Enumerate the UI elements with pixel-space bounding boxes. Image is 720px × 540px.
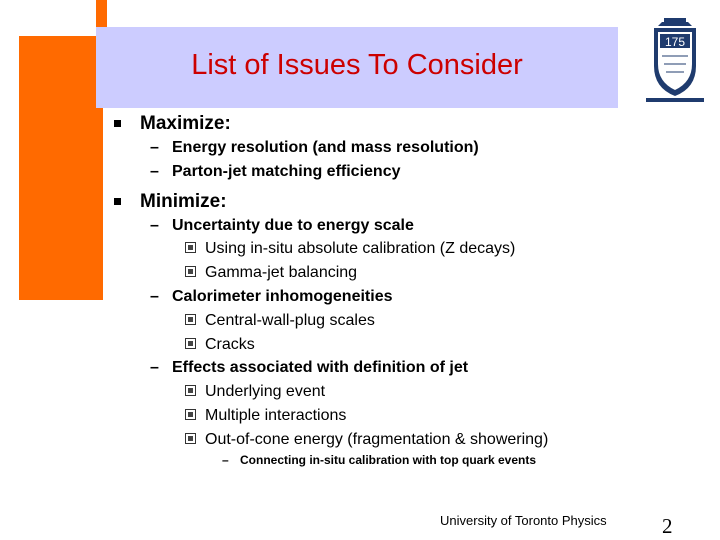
sub-list-item [185,336,255,354]
sub-list-item-text: Out-of-cone energy (fragmentation & showering) [205,431,549,448]
crest-number: 175 [664,35,686,49]
list-item [150,163,401,181]
sub-list-item-text: Cracks [205,336,255,353]
dash-marker: – [222,453,229,467]
slide-title: List of Issues To Consider [191,49,523,81]
list-item [150,359,468,377]
sub-list-item-text: Using in-situ absolute calibration (Z decays) [205,240,516,257]
section-bullet [114,120,121,127]
list-item [150,217,414,235]
checkbox-bullet-icon [185,242,196,253]
dash-marker: – [150,359,159,376]
list-item-text: Calorimeter inhomogeneities [172,288,393,305]
list-item-text: Effects associated with definition of jet [172,359,469,376]
checkbox-bullet-icon [185,314,196,325]
list-item-text: Uncertainty due to energy scale [172,217,414,234]
checkbox-bullet-icon [185,338,196,349]
dash-marker: – [150,217,159,234]
dash-marker: – [150,139,159,156]
sub-list-item [185,264,357,282]
page-number: 2 [662,514,673,538]
section-heading-maximize: Maximize: [140,113,231,134]
title-box [96,27,618,108]
list-item [150,139,479,157]
section-heading-minimize: Minimize: [140,191,227,212]
list-item [150,288,393,306]
sub-list-item [185,312,375,330]
footer-text: University of Toronto Physics [440,513,607,528]
list-item-text: Parton-jet matching efficiency [172,163,401,180]
sub-note [222,453,536,467]
sub-list-item [185,407,346,425]
checkbox-bullet-icon [185,433,196,444]
dash-marker: – [150,163,159,180]
checkbox-bullet-icon [185,385,196,396]
dash-marker: – [150,288,159,305]
list-item-text: Energy resolution (and mass resolution) [172,139,479,156]
sub-list-item-text: Central-wall-plug scales [205,312,375,329]
sub-list-item-text: Multiple interactions [205,407,347,424]
sub-note-text: Connecting in-situ calibration with top quark events [240,453,537,467]
sub-list-item [185,431,548,449]
sub-list-item-text: Gamma-jet balancing [205,264,358,281]
orange-accent-bar [19,36,103,300]
sub-list-item-text: Underlying event [205,383,326,400]
checkbox-bullet-icon [185,409,196,420]
checkbox-bullet-icon [185,266,196,277]
university-crest-icon [644,16,706,104]
sub-list-item [185,383,325,401]
sub-list-item [185,240,515,258]
section-bullet [114,198,121,205]
